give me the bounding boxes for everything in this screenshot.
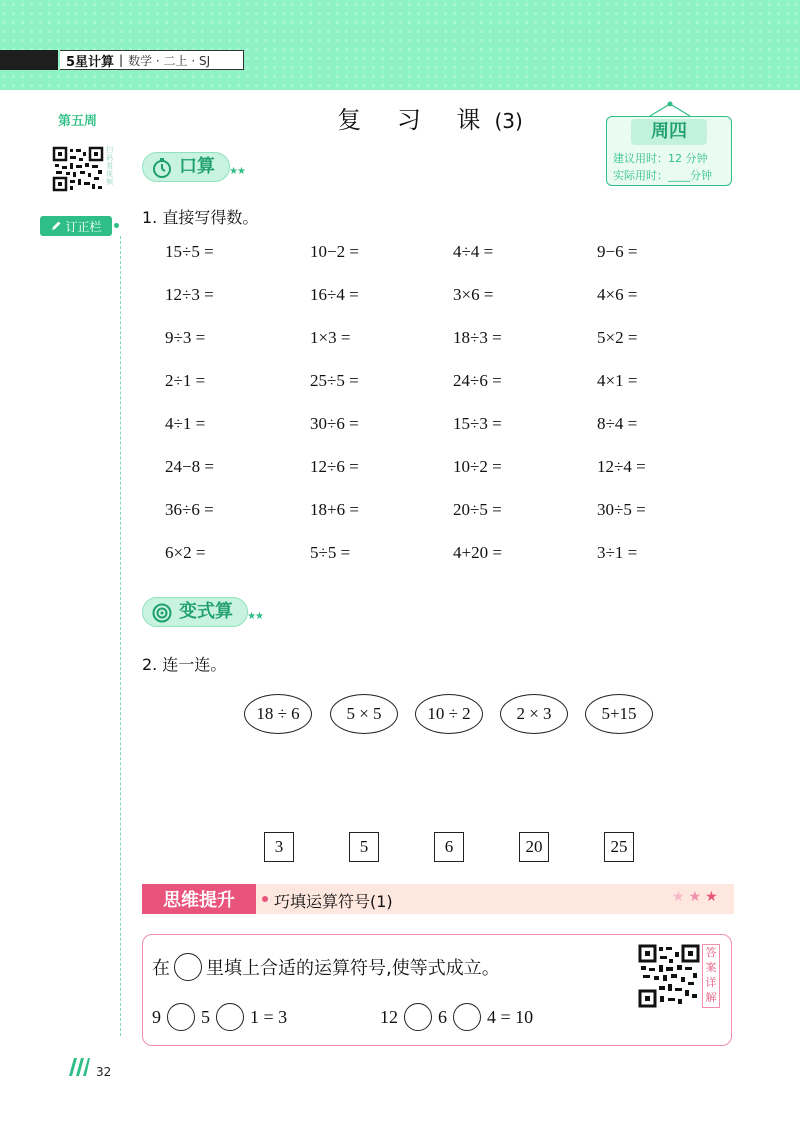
question-2: 2. 连一连。 [142, 655, 227, 674]
target-icon [151, 602, 173, 624]
calc-problem: 36÷6 = [165, 500, 214, 519]
actual-time: 实际用时：____分钟 [613, 169, 712, 182]
match-expression-oval[interactable]: 10 ÷ 2 [415, 694, 483, 734]
match-answer-box[interactable]: 3 [264, 832, 294, 862]
calc-problem: 15÷3 = [453, 414, 502, 433]
star-icon: ★ [688, 889, 706, 905]
calc-problem: 4+20 = [453, 543, 502, 562]
equation-1 [152, 1003, 287, 1031]
calc-problem: 4÷4 = [453, 242, 494, 261]
match-expression-oval[interactable]: 5+15 [585, 694, 653, 734]
operator-blank[interactable] [404, 1003, 432, 1031]
page-stripes-icon [68, 1056, 90, 1076]
calc-problem: 8÷4 = [597, 414, 638, 433]
calc-problem: 24−8 = [165, 457, 214, 476]
section-label-oral: 口算 [179, 156, 215, 177]
calc-problem: 25÷5 = [310, 371, 359, 390]
match-answer-box[interactable]: 6 [434, 832, 464, 862]
day-name: 周四 [631, 119, 707, 145]
calc-problem: 2÷1 = [165, 371, 206, 390]
calc-problem: 12÷4 = [597, 457, 646, 476]
equation-2 [380, 1003, 533, 1031]
match-expression-oval[interactable]: 2 × 3 [500, 694, 568, 734]
instruction-after: 里填上合适的运算符号,使等式成立。 [206, 958, 500, 979]
book-subtitle: 数学 · 二上 · SJ [128, 53, 211, 68]
calc-problem: 5×2 = [597, 328, 638, 347]
hanger-icon [647, 101, 693, 117]
stopwatch-icon [151, 157, 173, 179]
calc-problem: 3×6 = [453, 285, 494, 304]
page-title [300, 100, 560, 135]
calc-problem: 9÷3 = [165, 328, 206, 347]
qr-code-icon[interactable] [52, 146, 104, 192]
section-badge-oral [142, 152, 245, 182]
page-number: 32 [96, 1065, 112, 1079]
page-title-suffix: (3) [494, 109, 523, 133]
qr-side-text: 扫码看视频 [106, 146, 113, 186]
section-badge-variant [142, 597, 263, 627]
correction-column-tag [40, 216, 112, 236]
calc-problem: 3÷1 = [597, 543, 638, 562]
calc-problem: 1×3 = [310, 328, 351, 347]
calc-problem: 30÷5 = [597, 500, 646, 519]
eq1-tail: 1 = 3 [250, 1006, 288, 1027]
calc-problem: 15÷5 = [165, 242, 214, 261]
calc-problem: 16÷4 = [310, 285, 359, 304]
week-label: 第五周 [58, 114, 98, 129]
section-label-variant: 变式算 [179, 601, 233, 622]
answer-detail-label: 答案详解 [702, 944, 720, 1008]
operator-blank[interactable] [216, 1003, 244, 1031]
suggested-time: 建议用时：12 分钟 [613, 152, 708, 165]
thinking-instruction [152, 953, 500, 981]
eq1-operand-b: 5 [201, 1006, 210, 1027]
day-info-box [606, 116, 732, 186]
match-answer-box[interactable]: 20 [519, 832, 549, 862]
section-stars-variant: ★★ [247, 611, 263, 622]
calc-problem: 20÷5 = [453, 500, 502, 519]
correction-label: 订正栏 [65, 219, 102, 234]
eq2-operand-a: 12 [380, 1006, 398, 1027]
header-stripe [0, 50, 58, 70]
calc-problem: 12÷3 = [165, 285, 214, 304]
calc-problem: 18+6 = [310, 500, 359, 519]
question-1: 1. 直接写得数。 [142, 208, 259, 227]
calc-problem: 9−6 = [597, 242, 638, 261]
operator-blank[interactable] [167, 1003, 195, 1031]
calc-problem: 12÷6 = [310, 457, 359, 476]
thinking-subtitle: 巧填运算符号(1) [274, 892, 393, 911]
calc-problem: 6×2 = [165, 543, 206, 562]
eq2-tail: 4 = 10 [487, 1006, 534, 1027]
thinking-stars [672, 889, 722, 905]
pencil-icon [50, 220, 62, 232]
match-answer-box[interactable]: 5 [349, 832, 379, 862]
page-title-main: 复 习 课 [337, 106, 495, 134]
star-icon: ★ [705, 889, 722, 905]
title-separator: | [119, 53, 124, 67]
calc-problem: 4÷1 = [165, 414, 206, 433]
match-expression-oval[interactable]: 5 × 5 [330, 694, 398, 734]
margin-dashed-line [120, 236, 121, 1036]
example-circle [174, 953, 202, 981]
calc-problem: 24÷6 = [453, 371, 502, 390]
eq1-operand-a: 9 [152, 1006, 161, 1027]
calc-problem: 18÷3 = [453, 328, 502, 347]
header-band [0, 0, 800, 90]
star-icon: ★ [672, 889, 689, 905]
brand-name: 5星计算 [66, 54, 115, 70]
book-title-tag [60, 50, 244, 70]
answer-qr-code-icon[interactable] [638, 944, 700, 1008]
calc-problem: 10÷2 = [453, 457, 502, 476]
instruction-before: 在 [152, 958, 170, 979]
calc-problem: 30÷6 = [310, 414, 359, 433]
calc-problem: 5÷5 = [310, 543, 351, 562]
match-answer-box[interactable]: 25 [604, 832, 634, 862]
eq2-operand-b: 6 [438, 1006, 447, 1027]
section-stars-oral: ★★ [229, 166, 245, 177]
calc-problem: 4×1 = [597, 371, 638, 390]
calc-problem: 4×6 = [597, 285, 638, 304]
thinking-label: 思维提升 [142, 884, 256, 914]
operator-blank[interactable] [453, 1003, 481, 1031]
calc-problem: 10−2 = [310, 242, 359, 261]
match-expression-oval[interactable]: 18 ÷ 6 [244, 694, 312, 734]
